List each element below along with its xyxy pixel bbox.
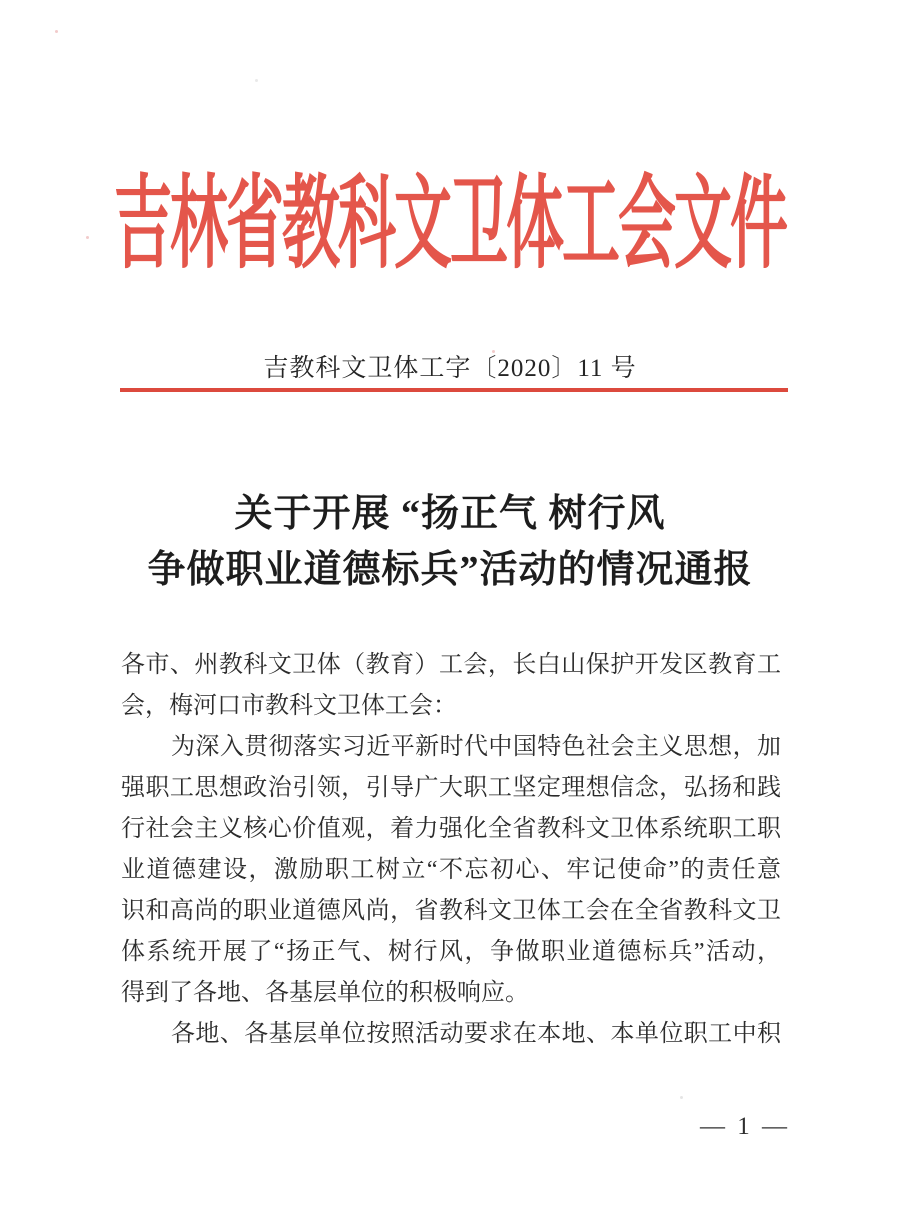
body-line: 得到了各地、各基层单位的积极响应。 — [121, 980, 529, 1006]
body-line: 为深入贯彻落实习近平新时代中国特色社会主义思想，加 — [171, 734, 781, 760]
document-number: 吉教科文卫体工字〔2020〕11 号 — [263, 355, 637, 382]
body-line: 业道德建设，激励职工树立“不忘初心、牢记使命”的责任意 — [121, 857, 781, 883]
scan-speckle — [255, 79, 258, 82]
document-body — [121, 645, 781, 1055]
body-line: 体系统开展了“扬正气、树行风，争做职业道德标兵”活动， — [121, 939, 781, 965]
red-separator-line — [120, 388, 788, 392]
body-line: 各地、各基层单位按照活动要求在本地、本单位职工中积 — [171, 1021, 781, 1047]
body-line: 行社会主义核心价值观，着力强化全省教科文卫体系统职工职 — [121, 816, 781, 842]
red-letterhead-title: 吉林省教科文卫体工会文件 — [113, 167, 786, 281]
scan-speckle — [680, 1096, 683, 1099]
body-line: 强职工思想政治引领，引导广大职工坚定理想信念，弘扬和践 — [121, 775, 781, 801]
document-title — [0, 486, 900, 598]
scan-speckle — [55, 30, 58, 33]
body-line: 识和高尚的职业道德风尚，省教科文卫体工会在全省教科文卫 — [121, 898, 781, 924]
body-line: 会，梅河口市教科文卫体工会： — [121, 693, 457, 719]
document-title-line-1: 关于开展 “扬正气 树行风 — [234, 493, 666, 535]
page-number: — 1 — — [700, 1113, 790, 1140]
document-title-line-2: 争做职业道德标兵”活动的情况通报 — [147, 549, 753, 591]
body-line: 各市、州教科文卫体（教育）工会，长白山保护开发区教育工 — [121, 652, 781, 678]
